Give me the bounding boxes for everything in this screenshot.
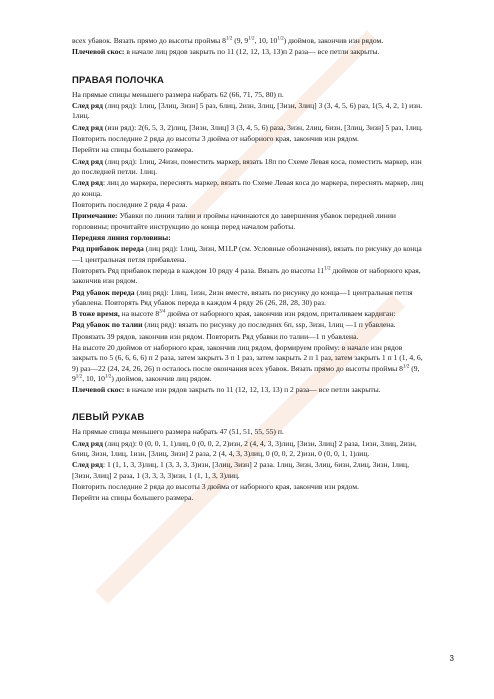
paragraph bbox=[72, 134, 428, 144]
paragraph bbox=[72, 47, 428, 57]
text-run: (лиц ряд): 1лиц, 24изн, поместить маркер, вязать 18п по Схеме Левая коса, поместить маркер, изн до последней петли. 1лиц. bbox=[72, 156, 422, 176]
paragraph bbox=[72, 145, 428, 155]
bold-run: След ряд bbox=[72, 122, 103, 132]
superscript: 1/2 bbox=[104, 374, 112, 380]
text-run: На прямые спицы меньшего размера набрать 47 (51, 51, 55, 55) п. bbox=[72, 427, 284, 437]
text-run: (лиц ряд): 1лиц, 1изн, 2изн вместе, вязать по рисунку до конца—1 центральная петля убавлена. Повторять Ряд убавок переда в каждом 4 ряду 26 (26, 28, 28, 30) раз. bbox=[72, 287, 413, 307]
paragraph bbox=[72, 244, 428, 264]
text-run: (лиц ряд): вязать по рисунку до последних 6п, ssp, 3изн, 1лиц —1 п убавлена. bbox=[142, 320, 396, 330]
paragraph bbox=[72, 90, 428, 100]
text-run: ) дюймов, закончив лиц рядом. bbox=[111, 373, 212, 383]
bold-run: Плечевой скос: bbox=[72, 47, 125, 57]
text-run: На высоте 20 дюймов от наборного края, закончив лиц рядом, формируем пройму: в начале изн рядов закрыть по 5 (6, 6, 6, 6) п 2 раза, затем закрыть 3 п 1 раз, затем закрыть 2 п 1 раз, затем закрыть 1 п 1 (1, 4, 6, 9) раз—22 (24, 24, 26, 26) п осталось после окончания всех убавок. Вязать прямо до высоты проймы 8 bbox=[72, 343, 423, 373]
paragraph bbox=[72, 439, 428, 459]
text-run: на высоте 8 bbox=[119, 309, 160, 319]
text-run: На прямые спицы меньшего размера набрать 62 (66, 71, 75, 80) п. bbox=[72, 89, 284, 99]
paragraph bbox=[72, 101, 428, 121]
text-run: (9, 9 bbox=[232, 36, 249, 45]
text-run: Провязать 39 рядов, закончив изн рядом. Повторить Ряд убавки по талии—1 п убавлена. bbox=[72, 331, 359, 341]
bold-run: След ряд bbox=[72, 178, 103, 188]
paragraph bbox=[72, 385, 428, 395]
paragraph bbox=[72, 288, 428, 308]
bold-run: След ряд bbox=[72, 460, 103, 470]
text-run: всех убавок. Вязать прямо до высоты проймы 8 bbox=[72, 36, 226, 45]
bold-run: Передняя линия горловины: bbox=[72, 232, 171, 242]
text-run: ПРАВАЯ ПОЛОЧКА bbox=[72, 74, 165, 86]
text-run: Повторить последние 2 ряда 4 раза. bbox=[72, 199, 188, 209]
text-run: (9, 9 bbox=[72, 363, 420, 383]
text-run: дюйма от наборного края, закончив изн рядом, приталиваем кардиган: bbox=[165, 309, 396, 319]
text-run: (лиц ряд): 0 (0, 0, 1, 1)лиц, 0 (0, 0, 2, 2)изн, 2 (4, 4, 3, 3)лиц, [3изн, 3лиц] 2 раза, 1изн, 3лиц, 2изн, 6лиц, 3изн, 1лиц, 1изн, [3лиц, 3изн] 2 раза, 2 (4, 4, 3, 3)лиц, 0 (0, 0, 2, 2)изн, 0 (0, 0, 1, 1)лиц. bbox=[72, 438, 417, 459]
text-run: , 10, 10 bbox=[254, 36, 278, 45]
superscript: 1/2 bbox=[75, 374, 83, 380]
page-number: 3 bbox=[449, 654, 454, 663]
text-run: (лиц ряд): 1лиц, [3лиц, 3изн] 5 раз, 6лиц, 2изн, 3лиц, [3изн, 3лиц] 3 (3, 4, 5, 6) раз, 1(5, 4, 2, 1) изн. 1лиц. bbox=[72, 100, 423, 121]
text-run: Убавки по линии талии и проймы начинаются до завершения убавок передней линии горловины; прочитайте инструкцию до конца перед началом работы. bbox=[72, 211, 396, 231]
section-heading bbox=[72, 75, 428, 86]
bold-run: В тоже время, bbox=[72, 309, 120, 319]
superscript: 3/4 bbox=[159, 309, 166, 315]
text-run: Повторить последние 2 ряда до высоты 3 дюйма от наборного края, закончив изн рядом. bbox=[72, 133, 359, 143]
paragraph bbox=[72, 343, 428, 384]
paragraph bbox=[72, 320, 428, 330]
paragraph bbox=[72, 233, 428, 243]
bold-run: Ряд убавок по талии bbox=[72, 320, 143, 330]
text-run: дюймов от наборного края, закончив изн рядом. bbox=[72, 265, 421, 286]
superscript: 1/2 bbox=[324, 266, 331, 272]
paragraph bbox=[72, 482, 428, 492]
bold-run: Ряд убавок переда bbox=[72, 287, 135, 297]
text-run: : 1 (1, 1, 3, 3)лиц, 1 (3, 3, 3, 3)изн, [3лиц, 3изн] 2 раза. 1лиц, 3изн, 3лиц, 6изн, 2лиц, 3изн, 1лиц, [3изн, 3лиц] 2 раза, 1 (3, 3, 3, 3)изн, 1 (1, 1, 3, 3)лиц. bbox=[72, 460, 409, 480]
text-run: Перейти на спицы большего размера. bbox=[72, 493, 194, 503]
paragraph bbox=[72, 332, 428, 342]
text-run: Перейти на спицы большего размера. bbox=[72, 145, 194, 155]
paragraph bbox=[72, 123, 428, 133]
document-body bbox=[72, 36, 428, 505]
bold-run: Примечание: bbox=[72, 211, 118, 221]
paragraph bbox=[72, 309, 428, 319]
paragraph bbox=[72, 460, 428, 480]
text-run: : лиц до маркера, переснять маркер, вязать по Схеме Левая коса до маркера, переснять маркер, лиц до конца. bbox=[72, 178, 424, 198]
paragraph bbox=[72, 266, 428, 286]
superscript: 1/2 bbox=[277, 36, 284, 42]
paragraph bbox=[72, 427, 428, 437]
section-heading bbox=[72, 412, 428, 423]
paragraph bbox=[72, 157, 428, 177]
text-run: Повторить последние 2 ряда до высоты 3 дюйма от наборного края, закончив изн рядом. bbox=[72, 482, 359, 492]
superscript: 1/2 bbox=[402, 364, 410, 370]
superscript: 1/2 bbox=[248, 36, 255, 42]
text-run: (изн ряд): 2(6, 5, 3, 2)лиц, [3изн, 3лиц] 3 (3, 4, 5, 6) раза, 3изн, 2лиц, 6изн, [3лиц, 3изн] 5 раз, 1лиц. bbox=[102, 122, 423, 132]
paragraph bbox=[72, 200, 428, 210]
bold-run: След ряд bbox=[72, 438, 103, 448]
text-run: Повторять Ряд прибавок переда в каждом 10 ряду 4 раза. Вязать до высоты 11 bbox=[72, 265, 325, 275]
text-run: ЛЕВЫЙ РУКАВ bbox=[72, 412, 145, 424]
bold-run: След ряд bbox=[72, 100, 103, 110]
text-run: в начале лиц рядов закрыть по 11 (12, 12, 13, 13)п 2 раза— все петли закрыты. bbox=[124, 47, 380, 57]
bold-run: След ряд bbox=[72, 156, 103, 166]
text-run: ) дюймов, закончив изн рядом. bbox=[283, 36, 384, 45]
text-run: (лиц ряд): 1лиц, 3изн, M1LP (см. Условные обозначения), вязать по рисунку до конца—1 центральная петля прибавлена. bbox=[72, 244, 422, 264]
superscript: 1/2 bbox=[225, 36, 233, 42]
paragraph bbox=[72, 211, 428, 231]
text-run: , 10, 10 bbox=[82, 373, 105, 383]
bold-run: Ряд прибавок переда bbox=[72, 244, 144, 254]
paragraph bbox=[72, 178, 428, 198]
text-run: в начале изн рядов закрыть по 11 (12, 12, 13, 13) п 2 раза— все петли закрыты. bbox=[124, 385, 381, 395]
paragraph bbox=[72, 493, 428, 503]
bold-run: Плечевой скос: bbox=[72, 385, 125, 395]
paragraph bbox=[72, 36, 428, 46]
